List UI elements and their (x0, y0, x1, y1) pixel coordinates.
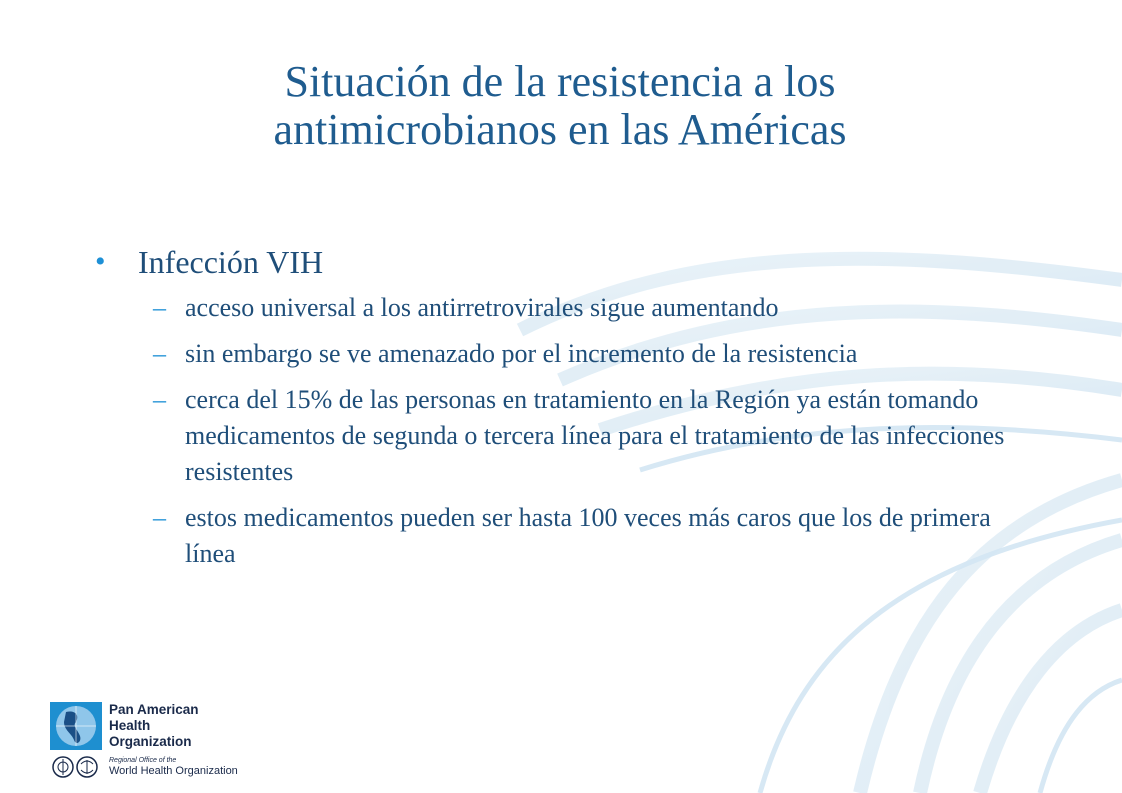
sub-bullet-text: estos medicamentos pueden ser hasta 100 veces más caros que los de primera línea (185, 503, 991, 568)
sub-bullet-marker: – (153, 339, 166, 368)
paho-logo (50, 702, 250, 784)
sub-bullet-text: cerca del 15% de las personas en tratamiento en la Región ya están tomando medicamentos de segunda o tercera línea para el tratamiento de las infecciones resistentes (185, 385, 1005, 486)
sub-bullet-item (95, 382, 1055, 490)
bullet-item (95, 240, 1055, 284)
org-name-line-1: Pan American (109, 702, 199, 717)
paho-seal-icon (52, 756, 74, 778)
org-name (109, 702, 199, 750)
sub-bullet-marker: – (153, 503, 166, 532)
sub-bullet-item (95, 336, 1055, 372)
slide-body (95, 240, 1055, 582)
bullet-text: Infección VIH (138, 244, 324, 280)
bullet-marker: • (95, 245, 106, 278)
who-emblem-icon (76, 756, 98, 778)
org-name-line-3: Organization (109, 734, 192, 749)
sub-bullet-item (95, 290, 1055, 326)
title-line-1: Situación de la resistencia a los (284, 57, 836, 106)
regional-office-label: Regional Office of the (109, 757, 177, 764)
sub-bullet-text: acceso universal a los antirretrovirales sigue aumentando (185, 293, 779, 322)
sub-bullet-list (95, 290, 1055, 572)
sub-bullet-text: sin embargo se ve amenazado por el incremento de la resistencia (185, 339, 858, 368)
regional-office-text (109, 757, 238, 778)
americas-globe-icon (50, 702, 102, 750)
sub-bullet-marker: – (153, 293, 166, 322)
who-name: World Health Organization (109, 765, 238, 777)
sub-bullet-item (95, 500, 1055, 572)
slide-title (140, 58, 980, 154)
org-name-line-2: Health (109, 718, 151, 733)
title-line-2: antimicrobianos en las Américas (273, 105, 847, 154)
sub-bullet-marker: – (153, 385, 166, 414)
